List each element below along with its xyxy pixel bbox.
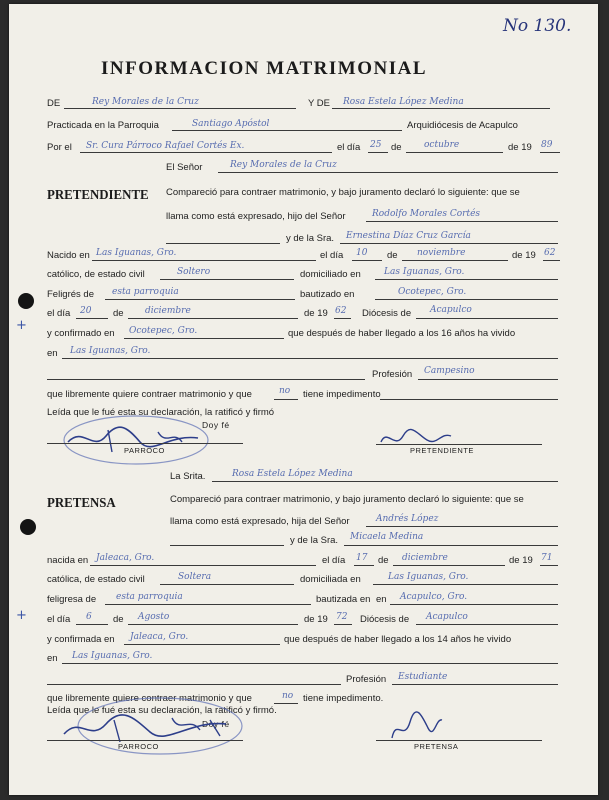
bride-born-year: 71 [541,553,553,563]
bride-born-place: Jaleaca, Gro. [96,553,155,563]
label-de-2: de [391,142,402,153]
groom-profesion-label: Profesión [372,369,413,380]
groom-parish: esta parroquia [112,287,179,297]
value-parish: Santiago Apóstol [192,119,270,129]
label-el-senor: El Señor [166,162,203,173]
bride-bautizada-label: bautizada en [316,594,371,605]
bride-line-3: y de la Sra. [290,535,339,546]
bride-de19-label: de 19 [509,555,533,566]
groom-line-1: Compareció para contraer matrimonio, y bajo juramento declaró lo siguiente: que se [166,187,520,198]
groom-bautizado-label: bautizado en [300,289,355,300]
groom-line-3: y de la Sra. [286,233,335,244]
value-groom-name: Rey Morales de la Cruz [92,97,199,107]
label-practicada: Practicada en la Parroquia [47,120,159,131]
bride-eldia-label: el día [322,555,346,566]
bride-de-label: de [378,555,389,566]
groom-confirmed: Ocotepec, Gro. [129,326,198,336]
punch-hole-top [18,293,34,309]
bride-confirmed: Jaleaca, Gro. [130,632,189,642]
groom-mother: Ernestina Díaz Cruz García [346,231,471,241]
bride-profesion-label: Profesión [346,674,387,685]
bride-mother: Micaela Medina [350,532,424,542]
pretensa-label: PRETENSA [414,742,459,751]
groom-born-month: noviembre [417,248,466,258]
bride-parish: esta parroquia [116,592,183,602]
groom-nacido-label: Nacido en [47,250,90,261]
groom-father: Rodolfo Morales Cortés [372,209,481,219]
label-y-de: Y DE [308,98,331,109]
bride-nacida-label: nacida en [47,555,89,566]
groom-priest-signature-stamp [48,412,228,472]
cross-mark-2: + [16,608,27,623]
bride-diocese: Acapulco [426,612,468,622]
punch-hole-bottom [20,519,36,535]
page-title: INFORMACION MATRIMONIAL [101,58,427,79]
value-day: 25 [370,140,382,150]
bride-no: no [282,691,294,701]
cross-mark-1: + [16,318,27,333]
groom-feligres-label: Feligrés de [47,289,94,300]
value-month: octubre [424,140,460,150]
bride-despues-label: que después de haber llegado a los 14 años he vivido [284,634,512,645]
document-number: No 130. [503,16,572,36]
groom-impedimento-label: tiene impedimento [303,389,381,400]
label-el-dia: el día [337,142,361,153]
groom-de192-label: de 19 [304,308,328,319]
bride-parroco-label: PARROCO [118,742,159,751]
groom-domicile: Las Iguanas, Gro. [384,267,465,277]
groom-bap-day: 20 [80,306,92,316]
groom-bap-month: diciembre [145,306,191,316]
bride-line-1: Compareció para contraer matrimonio, y bajo juramento declaró lo siguiente: que se [170,494,524,505]
groom-lived: Las Iguanas, Gro. [70,346,151,356]
bride-confirmada-label: y confirmada en [47,634,115,645]
groom-born-year: 62 [544,248,556,258]
bride-civil: Soltera [178,572,212,582]
pretendiente-label: PRETENDIENTE [410,446,474,455]
groom-no: no [279,386,291,396]
bride-father: Andrés López [376,514,439,524]
groom-line-2: llama como está expresado, hijo del Señor [166,211,346,222]
bride-line-2: llama como está expresado, hija del Señor [170,516,350,527]
bride-born-month: diciembre [402,553,448,563]
bride-diocesis-label: Diócesis de [360,614,410,625]
bride-name: Rosa Estela López Medina [232,469,353,479]
groom-bap-year: 62 [335,306,347,316]
bride-feligresa-label: feligresa de [47,594,97,605]
label-de: DE [47,98,61,109]
bride-bap-month: Agosto [138,612,170,622]
bride-domicile: Las Iguanas, Gro. [388,572,469,582]
groom-catolico-label: católico, de estado civil [47,269,145,280]
section-pretendiente: PRETENDIENTE [47,188,149,203]
groom-doy-fe: Doy fé [202,420,230,430]
groom-de19-label: de 19 [512,250,536,261]
bride-libremente-label: que libremente quiere contraer matrimonio y que [47,693,252,704]
groom-profession: Campesino [424,366,475,376]
bride-en-label: en [47,653,58,664]
groom-baptized: Ocotepec, Gro. [398,287,467,297]
label-de-19: de 19 [508,142,532,153]
groom-diocese: Acapulco [430,305,472,315]
groom-de2-label: de [113,308,124,319]
groom-eldia2-label: el día [47,308,71,319]
value-priest: Sr. Cura Párroco Rafael Cortés Ex. [86,141,245,151]
bride-eldia2-label: el día [47,614,71,625]
bride-profession: Estudiante [398,672,448,682]
groom-libremente-label: que libremente quiere contraer matrimonio y que [47,389,252,400]
value-bride-name: Rosa Estela López Medina [343,97,464,107]
label-por-el: Por el [47,142,72,153]
groom-despues-label: que después de haber llegado a los 16 años ha vivido [288,328,516,339]
section-pretensa: PRETENSA [47,496,116,511]
groom-confirmado-label: y confirmado en [47,328,115,339]
bride-bap-year: 72 [336,612,348,622]
groom-eldia-label: el día [320,250,344,261]
bride-de192-label: de 19 [304,614,328,625]
bride-srita-label: La Srita. [170,471,206,482]
bride-lived: Las Iguanas, Gro. [72,651,153,661]
value-senor: Rey Morales de la Cruz [230,160,337,170]
bride-catolica-label: católica, de estado civil [47,574,145,585]
bride-born-day: 17 [356,553,368,563]
bride-baptized: Acapulco, Gro. [400,592,468,602]
bride-de2-label: de [113,614,124,625]
bride-domiciliada-label: domiciliada en [300,574,361,585]
bride-bap-day: 6 [86,612,92,622]
groom-born-day: 10 [356,248,368,258]
groom-domiciliado-label: domiciliado en [300,269,361,280]
bride-en-label-2: en [376,594,387,605]
groom-leida-label: Leída que le fué esta su declaración, la ratificó y firmó [47,407,275,418]
bride-leida-label: Leída que le fué esta su declaración, la ratificó y firmó. [47,705,277,716]
label-arquidiocesis: Arquidiócesis de Acapulco [407,120,518,131]
groom-en-label: en [47,348,58,359]
groom-parroco-label: PARROCO [124,446,165,455]
groom-diocesis-label: Diócesis de [362,308,412,319]
groom-born-place: Las Iguanas, Gro. [96,248,177,258]
groom-civil: Soltero [177,267,211,277]
bride-impedimento-label: tiene impedimento. [303,693,384,704]
value-year: 89 [541,140,553,150]
bride-doy-fe: Doy fé [202,719,230,729]
groom-de-label: de [387,250,398,261]
